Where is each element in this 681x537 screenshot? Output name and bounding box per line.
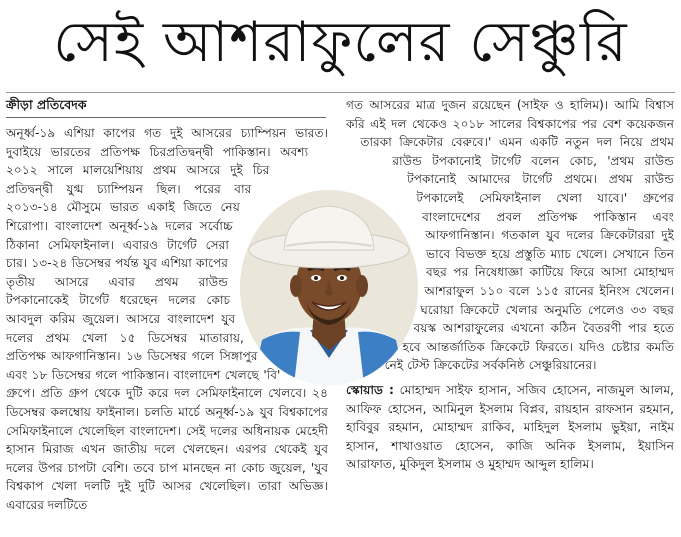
- byline-divider: [6, 117, 326, 118]
- squad-paragraph: [346, 381, 674, 474]
- byline: ক্রীড়া প্রতিবেদক: [6, 97, 87, 112]
- headline: সেই আশরাফুলের সেঞ্চুরি: [53, 10, 628, 75]
- headline-divider: [6, 92, 675, 93]
- left-column-text: অনূর্ধ্ব-১৯ এশিয়া কাপের গত দুই আসরের চ্যাম্পিয়ন ভারত। দুবাইয়ে ভারতের প্রতিপক্ষ চিরপ্রতিদ্বন্দ্বী পাকিস্তান। অবশ্য ২০১২ সালে মালয়েশিয়ায় প্রথম আসরে দুই চির প্রতিদ্বন্দ্বী যুগ্ম চ্যাম্পিয়ন ছিল। পরের বার ২০১৩-১৪ মৌসুমে ভারত একাই জিতে নেয় শিরোপা। বাংলাদেশ অনূর্ধ্ব-১৯ দলের সর্বোচ্চ ঠিকানা সেমিফাইনাল। এবারও টার্গেট সেরা চার। ১৩-২৪ ডিসেম্বর পর্যন্ত যুব এশিয়া কাপের তৃতীয় আসরে এবার প্রথম রাউন্ড টপকানোকেই টার্গেট ধরেছেন দলের কোচ আবদুল করিম জুয়েল। আসরে বাংলাদেশ যুব দলের প্রথম খেলা ১৫ ডিসেম্বর মাতারায়, প্রতিপক্ষ আফগানিস্তান। ১৬ ডিসেম্বর গলে সিঙ্গাপুর এবং ১৮ ডিসেম্বর গলে পাকিস্তান। বাংলাদেশ খেলছে 'বি' গ্রুপে। প্রতি গ্রুপ থেকে দুটি করে দল সেমিফাইনালে খেলবে। ২৪ ডিসেম্বর কলম্বোয় ফাইনাল। চলতি মার্চে অনূর্ধ্ব-১৯ যুব বিশ্বকাপের সেমিফাইনালে খেলেছিল বাংলাদেশ। সেই দলের অধিনায়ক মেহেদী হাসান মিরাজ এখন জাতীয় দলে খেলছেন। এরপর থেকেই যুব দলের উপর চাপটা বেশি। তবে চাপ মানছেন না কোচ জুয়েল, 'যুব বিশ্বকাপ খেলা দলটি দুই দুটি আসর খেলেছিল। তারা অভিজ্ঞ। এবারের দলটিতে: [6, 126, 328, 512]
- portrait-illustration: [240, 190, 418, 385]
- right-column-text: গত আসরের মাত্র দুজন রয়েছেন (সাইফ ও হালিম)। আমি বিশ্বাস করি এই দল থেকেও ২০১৮ সালের বিশ্বকাপের পর বেশ কয়েকজন তারকা ক্রিকেটার বেরুবে।' এমন একটি নতুন দল নিয়ে প্রথম রাউন্ড টপকানোই টার্গেট বলেন কোচ, 'প্রথম রাউন্ড টপকানোই আমাদের টার্গেট প্রথমে। প্রথম রাউন্ড টপকালেই সেমিফাইনাল খেলা যাবে।' গ্রুপের বাংলাদেশের প্রবল প্রতিপক্ষ পাকিস্তান এবং আফগানিস্তান। গতকাল যুব দলের ক্রিকেটাররা দুই ভাবে বিভক্ত হয়ে প্রস্তুতি ম্যাচ খেলে। সেখানে তিন বছর পর নিষেধাজ্ঞা কাটিয়ে ফিরে আসা মোহাম্মদ আশরাফুল ১১০ বলে ১১৫ রানের ইনিংস খেলেন। ঘরোয়া ক্রিকেটে খেলার অনুমতি পেলেও ৩৩ বছর বয়স্ক আশরাফুলের এখনো কঠিন বৈতরণী পার হতে হবে আন্তর্জাতিক ক্রিকেটে ফিরতে। যদিও চেষ্টার কমতি নেই টেস্ট ক্রিকেটের সর্বকনিষ্ঠ সেঞ্চুরিয়ানের।: [346, 98, 674, 373]
- squad-text: মোহাম্মদ সাইফ হাসান, সজিব হোসেন, নাজমুল আলম, আফিফ হোসেন, আমিনুল ইসলাম বিপ্লব, রায়হান রাফসান রহমান, হাবিবুর রহমান, মোহাম্মদ রাকিব, মাহিদুল ইসলাম ভুইয়া, নাইম হাসান, শাখাওয়াত হোসেন, কাজি অনিক ইসলাম, ইয়াসিন আরাফাত, মুকিদুল ইসলাম ও মুহাম্মদ আব্দুল হালিম।: [346, 382, 674, 472]
- squad-label: স্কোয়াড :: [346, 382, 394, 397]
- cricketer-portrait-photo: [240, 190, 418, 385]
